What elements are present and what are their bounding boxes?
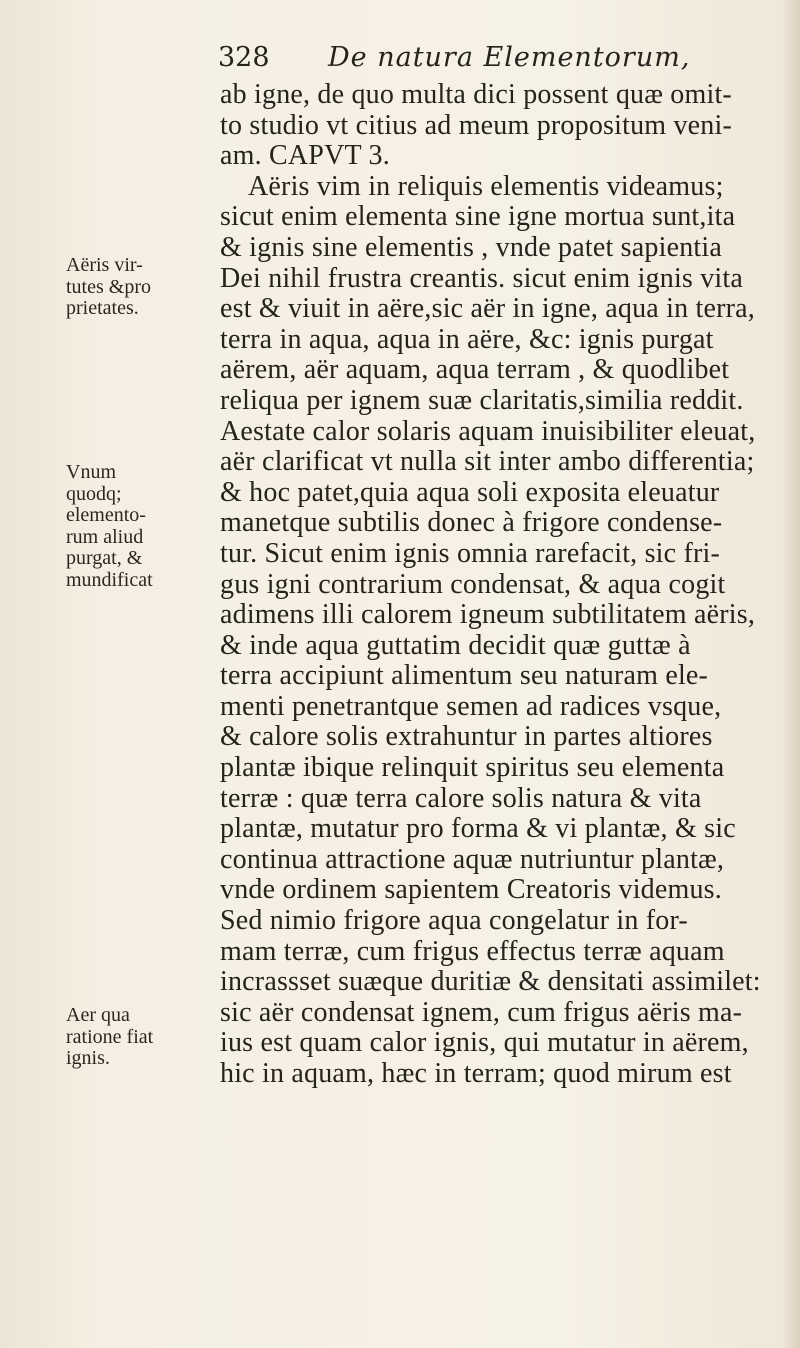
text-line: reliqua per ignem suæ claritatis,similia reddit. [220,384,744,416]
margin-note-line: elemento- [66,504,146,526]
text-line: plantæ ibique relinquit spiritus seu elementa [220,752,725,784]
text-line: gus igni contrarium condensat, & aqua cogit [220,568,726,600]
text-line: aër clarificat vt nulla sit inter ambo differentia; [220,446,755,478]
text-line: continua attractione aquæ nutriuntur plantæ, [220,843,725,875]
margin-note-aeris [66,255,216,320]
text-line: hic in aquam, hæc in terram; quod mirum est [220,1058,732,1089]
text-line: ius est quam calor ignis, qui mutatur in aërem, [220,1027,749,1059]
text-line: terræ : quæ terra calore solis natura & vita [220,782,702,814]
text-line: mam terræ, cum frigus effectus terræ aquam [220,935,725,967]
margin-note-line: tutes &pro [66,275,151,298]
text-line: & ignis sine elementis , vnde patet sapientia [220,231,722,263]
margin-note-line: rum aliud [66,525,144,548]
text-line: est & viuit in aëre,sic aër in igne, aqua in terra, [220,293,755,325]
text-line: sic aër condensat ignem, cum frigus aëris ma- [220,996,743,1028]
text-line: menti penetrantque semen ad radices vsque, [220,690,722,722]
margin-note-line: Vnum [66,461,116,483]
text-line: Dei nihil frustra creantis. sicut enim ignis vita [220,262,744,294]
running-title: De natura Elementorum, [328,42,691,73]
text-line: & inde aqua guttatim decidit quæ guttæ à [220,629,691,661]
margin-note-line: ignis. [66,1047,110,1069]
chapter-heading-line: am. CAPVT 3. [220,140,390,172]
text-line: aërem, aër aquam, aqua terram , & quodlibet [220,354,730,386]
margin-note-aer [66,1005,216,1070]
margin-note-line: Aer qua [66,1004,130,1026]
text-line: to studio vt citius ad meum propositum veni- [220,109,732,141]
margin-note-line: prietates. [66,297,139,319]
text-line: sicut enim elementa sine igne mortua sunt,ita [220,201,736,233]
page-spine-shadow [782,0,800,1348]
text-line: manetque subtilis donec à frigore condense- [220,507,723,539]
text-line: & calore solis extrahuntur in partes altiores [220,721,713,753]
text-line: Aëris vim in reliquis elementis videamus; [248,170,724,202]
margin-note-vnum [66,462,216,591]
text-line: vnde ordinem sapientem Creatoris videmus. [220,874,722,906]
text-line: terra accipiunt alimentum seu naturam ele- [220,660,709,692]
page-number: 328 [218,42,270,73]
margin-note-line: mundificat [66,568,153,591]
text-line: & hoc patet,quia aqua soli exposita eleuatur [220,476,720,508]
margin-note-line: purgat, & [66,547,143,569]
text-line: ab igne, de quo multa dici possent quæ omit- [220,79,732,110]
body-text [220,80,780,1090]
text-line: Sed nimio frigore aqua congelatur in for- [220,905,688,937]
text-line: incrassset suæque duritiæ & densitati assimilet: [220,966,761,998]
text-line: tur. Sicut enim ignis omnia rarefacit, sic fri- [220,537,721,569]
margin-note-line: ratione fiat [66,1025,154,1048]
text-line: Aestate calor solaris aquam inuisibiliter eleuat, [220,415,756,447]
margin-note-line: quodq; [66,482,122,505]
text-line: adimens illi calorem igneum subtilitatem aëris, [220,599,756,631]
text-line: plantæ, mutatur pro forma & vi plantæ, & sic [220,813,736,845]
text-line: terra in aqua, aqua in aëre, &c: ignis purgat [220,323,714,355]
margin-note-line: Aëris vir- [66,254,143,276]
page-header [218,38,778,78]
